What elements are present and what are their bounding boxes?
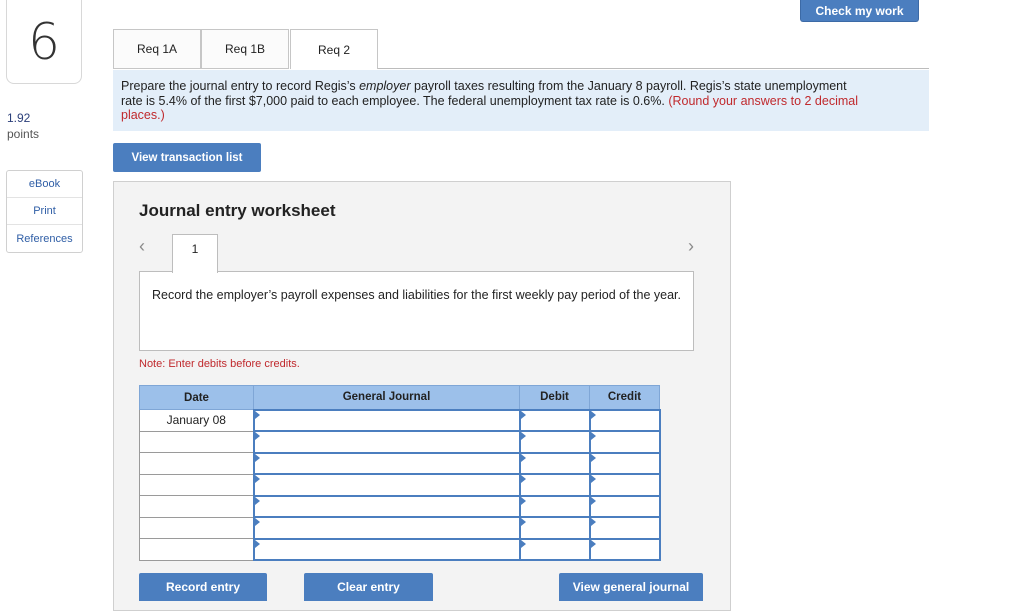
account-input[interactable] [254, 410, 520, 432]
date-cell [140, 539, 254, 561]
points-value: 1.92 [7, 111, 31, 125]
debit-input[interactable] [520, 474, 590, 496]
clear-entry-button[interactable]: Clear entry [304, 573, 433, 601]
points-label: points [7, 127, 40, 141]
view-general-journal-button[interactable]: View general journal [559, 573, 703, 601]
entry-description: Record the employer’s payroll expenses and liabilities for the first weekly pay period of the year. [139, 271, 694, 351]
instructions-line-3 [121, 108, 929, 123]
credit-input[interactable] [590, 496, 660, 518]
prev-page-icon[interactable]: ‹ [139, 236, 145, 256]
instructions-line-2 [121, 94, 929, 109]
instr-text: payroll taxes resulting from the January 8 payroll. Regis’s state unemployment [410, 79, 847, 93]
table-row [140, 539, 660, 561]
table-row [140, 517, 660, 539]
question-number-box [6, 0, 82, 84]
account-input[interactable] [254, 453, 520, 475]
credit-input[interactable] [590, 410, 660, 432]
tab-req-2[interactable]: Req 2 [290, 29, 378, 69]
tab-baseline [378, 68, 929, 69]
instr-text: Prepare the journal entry to record Regis’s [121, 79, 360, 93]
debit-credit-note: Note: Enter debits before credits. [139, 358, 300, 370]
account-input[interactable] [254, 496, 520, 518]
instr-emphasis: employer [359, 79, 411, 93]
date-cell [140, 474, 254, 496]
table-row [140, 474, 660, 496]
date-cell [140, 496, 254, 518]
date-cell [140, 431, 254, 453]
debit-input[interactable] [520, 517, 590, 539]
debit-input[interactable] [520, 410, 590, 432]
credit-input[interactable] [590, 431, 660, 453]
ebook-link[interactable]: eBook [7, 171, 82, 198]
credit-input[interactable] [590, 453, 660, 475]
instr-text: rate is 5.4% of the first $7,000 paid to each employee. The federal unemployment tax rate is 0.6%. [121, 93, 669, 108]
journal-table [139, 385, 661, 561]
table-row [140, 431, 660, 453]
check-my-work-button[interactable]: Check my work [800, 0, 919, 22]
requirement-tabs [113, 29, 929, 69]
record-entry-button[interactable]: Record entry [139, 573, 267, 601]
account-input[interactable] [254, 539, 520, 561]
credit-input[interactable] [590, 474, 660, 496]
table-row [140, 410, 660, 432]
debit-input[interactable] [520, 453, 590, 475]
worksheet-title: Journal entry worksheet [139, 201, 336, 220]
date-cell [140, 453, 254, 475]
account-input[interactable] [254, 517, 520, 539]
table-row [140, 496, 660, 518]
instructions-panel [113, 70, 929, 131]
date-cell: January 08 [140, 410, 254, 432]
worksheet-page-tab[interactable]: 1 [172, 234, 218, 273]
question-number: 6 [28, 12, 60, 71]
debit-input[interactable] [520, 539, 590, 561]
date-cell [140, 517, 254, 539]
col-date: Date [140, 386, 254, 410]
debit-input[interactable] [520, 496, 590, 518]
tab-req-1a[interactable]: Req 1A [113, 29, 201, 69]
credit-input[interactable] [590, 517, 660, 539]
references-link[interactable]: References [16, 232, 73, 245]
instr-rounding-note: (Round your answers to 2 decimal [668, 93, 858, 108]
print-link[interactable]: Print [7, 198, 82, 225]
account-input[interactable] [254, 474, 520, 496]
resource-links [6, 170, 83, 253]
tab-req-1b[interactable]: Req 1B [201, 29, 289, 69]
instr-rounding-note: places.) [121, 108, 165, 122]
col-debit: Debit [520, 386, 590, 410]
table-row [140, 453, 660, 475]
debit-input[interactable] [520, 431, 590, 453]
next-page-icon[interactable]: › [688, 236, 694, 256]
view-transaction-list-button[interactable]: View transaction list [113, 143, 261, 172]
credit-input[interactable] [590, 539, 660, 561]
col-credit: Credit [590, 386, 660, 410]
account-input[interactable] [254, 431, 520, 453]
col-general-journal: General Journal [254, 386, 520, 410]
instructions-line-1 [121, 79, 929, 94]
